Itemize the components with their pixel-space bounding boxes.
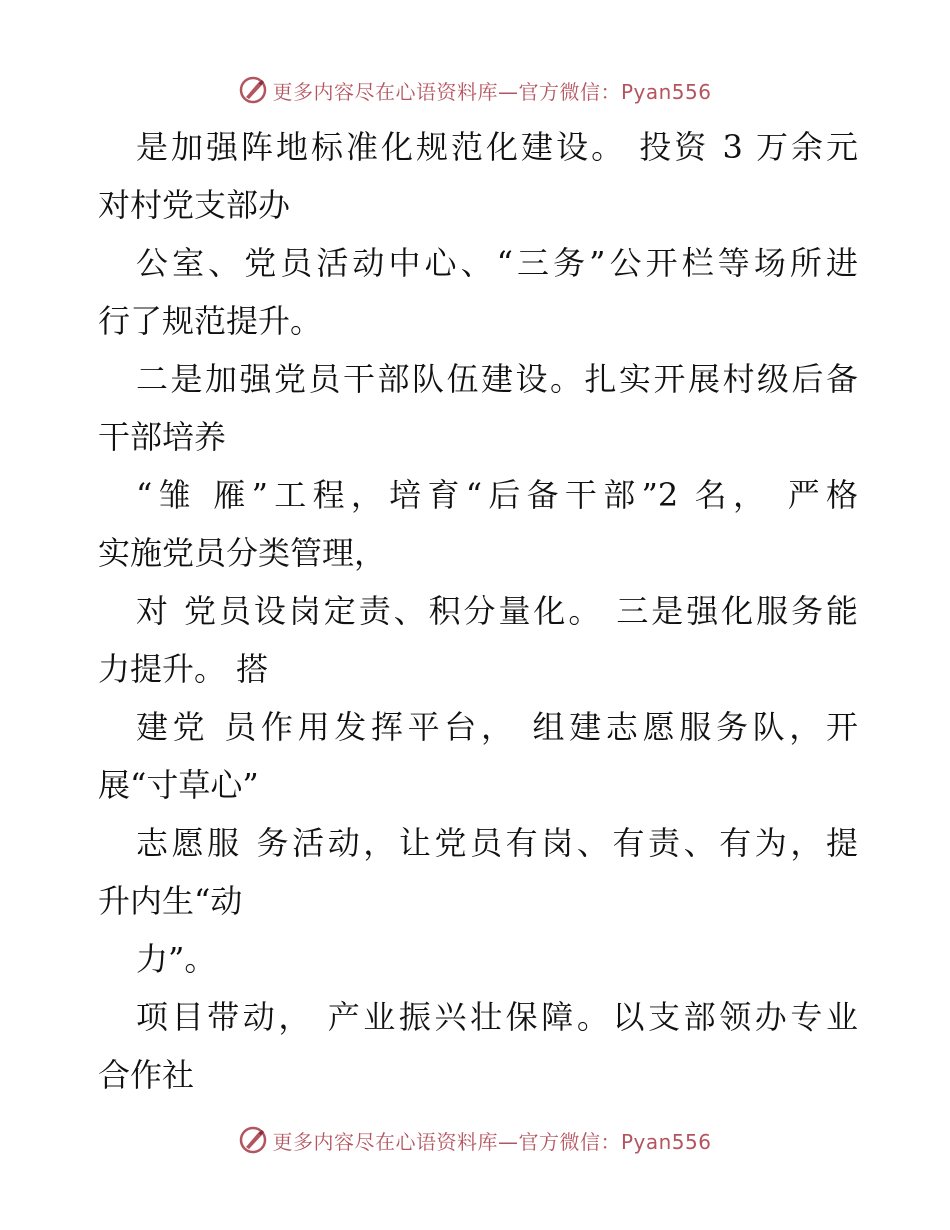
paragraph-line: 力提升。 搭	[98, 650, 269, 688]
watermark-text: 更多内容尽在心语资料库—官方微信：Pyan556	[272, 1129, 712, 1154]
paragraph-line: 实施党员分类管理，	[98, 534, 387, 572]
pen-logo-icon	[238, 75, 268, 105]
watermark-text: 更多内容尽在心语资料库—官方微信：Pyan556	[272, 79, 712, 104]
paragraph-line: 合作社	[98, 1056, 195, 1094]
paragraph-line: 升内生“动	[98, 882, 243, 920]
paragraph-line: 二是加强党员干部队伍建设。扎实开展村级后备	[136, 360, 858, 398]
paragraph-line: 力”。	[136, 940, 217, 978]
paragraph-line: 志愿服 务活动，让党员有岗、有责、有为，提	[136, 824, 858, 862]
paragraph-line: “雏 雁”工程，培育“后备干部”2 名， 严格	[136, 476, 858, 514]
paragraph-line: 公室、党员活动中心、“三务”公开栏等场所进	[136, 244, 858, 282]
paragraph-line: 干部培养	[98, 418, 227, 456]
paragraph-line: 对村党支部办	[98, 186, 291, 224]
pen-logo-icon	[238, 1125, 268, 1155]
document-body	[98, 118, 858, 1104]
paragraph-line: 展“寸草心”	[98, 766, 259, 804]
paragraph-line: 对 党员设岗定责、积分量化。 三是强化服务能	[136, 592, 858, 630]
header-watermark-banner	[0, 70, 950, 110]
footer-watermark-banner	[0, 1120, 950, 1160]
paragraph-line: 项目带动， 产业振兴壮保障。以支部领办专业	[136, 998, 858, 1036]
paragraph-line: 是加强阵地标准化规范化建设。 投资 3 万余元	[136, 128, 858, 166]
paragraph-line: 建党 员作用发挥平台， 组建志愿服务队，开	[136, 708, 858, 746]
paragraph-line: 行了规范提升。	[98, 302, 323, 340]
